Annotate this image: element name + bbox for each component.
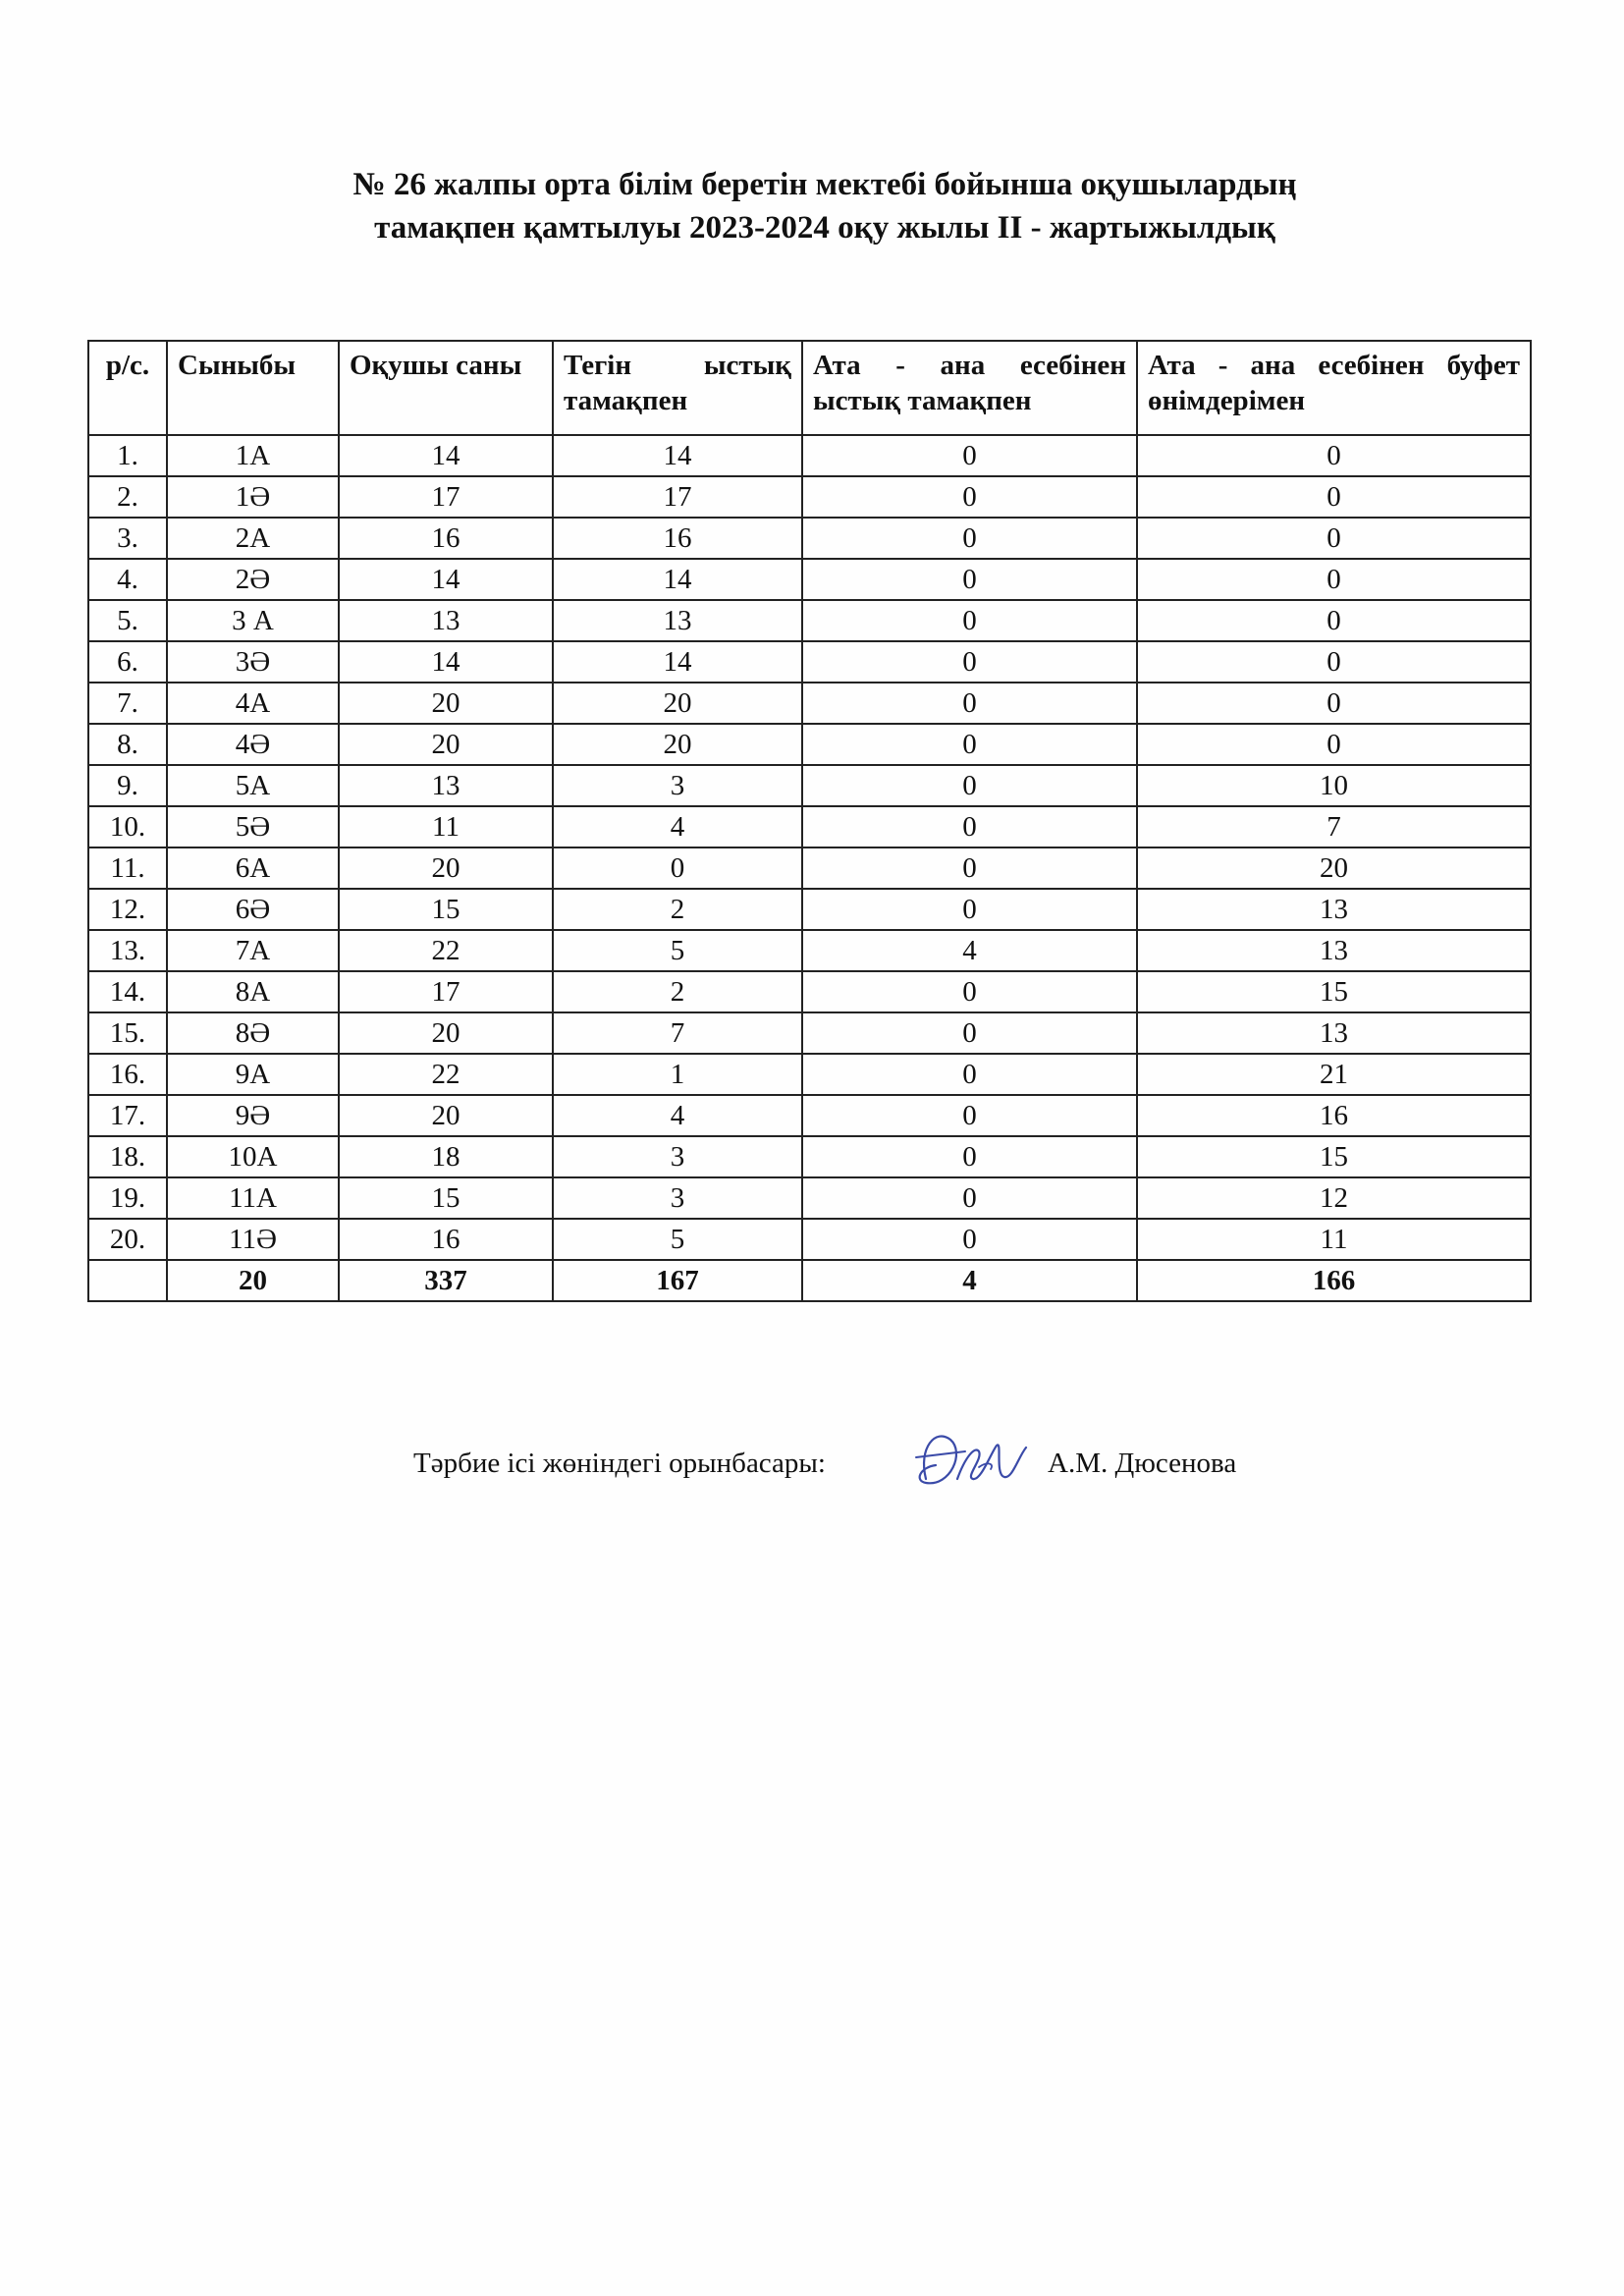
cell-class: 4Ә	[167, 724, 339, 765]
cell-num: 15.	[88, 1012, 167, 1054]
cell-parent-paid-hot-meal: 0	[802, 476, 1137, 518]
cell-free-hot-meal: 2	[553, 889, 802, 930]
cell-num: 6.	[88, 641, 167, 683]
cell-class: 5А	[167, 765, 339, 806]
cell-parent-paid-hot-meal: 0	[802, 641, 1137, 683]
total-cell-free-hot-meal: 167	[553, 1260, 802, 1301]
cell-num: 18.	[88, 1136, 167, 1177]
cell-class: 9Ә	[167, 1095, 339, 1136]
table-row	[88, 1095, 1531, 1136]
cell-parent-paid-hot-meal: 4	[802, 930, 1137, 971]
cell-parent-paid-buffet: 16	[1137, 1095, 1531, 1136]
table-row	[88, 930, 1531, 971]
header-num: р/с.	[88, 341, 167, 435]
cell-free-hot-meal: 3	[553, 765, 802, 806]
cell-class: 11А	[167, 1177, 339, 1219]
cell-parent-paid-hot-meal: 0	[802, 1095, 1137, 1136]
cell-free-hot-meal: 1	[553, 1054, 802, 1095]
cell-parent-paid-buffet: 0	[1137, 600, 1531, 641]
cell-parent-paid-hot-meal: 0	[802, 600, 1137, 641]
cell-free-hot-meal: 4	[553, 806, 802, 847]
table-row	[88, 1012, 1531, 1054]
cell-num: 14.	[88, 971, 167, 1012]
header-parent-paid-buffet: Ата - ана есебінен буфет өнімдерімен	[1137, 341, 1531, 435]
table-row	[88, 889, 1531, 930]
cell-num: 16.	[88, 1054, 167, 1095]
cell-parent-paid-hot-meal: 0	[802, 1136, 1137, 1177]
cell-class: 6Ә	[167, 889, 339, 930]
cell-parent-paid-buffet: 0	[1137, 518, 1531, 559]
cell-student-count: 20	[339, 724, 553, 765]
total-cell-class: 20	[167, 1260, 339, 1301]
cell-free-hot-meal: 14	[553, 641, 802, 683]
cell-parent-paid-hot-meal: 0	[802, 765, 1137, 806]
table-row	[88, 1177, 1531, 1219]
cell-parent-paid-hot-meal: 0	[802, 435, 1137, 476]
cell-parent-paid-hot-meal: 0	[802, 889, 1137, 930]
cell-free-hot-meal: 20	[553, 683, 802, 724]
table-row	[88, 724, 1531, 765]
table-row	[88, 559, 1531, 600]
cell-num: 5.	[88, 600, 167, 641]
cell-num: 13.	[88, 930, 167, 971]
cell-student-count: 20	[339, 1012, 553, 1054]
cell-class: 1А	[167, 435, 339, 476]
signatory-role: Тәрбие ісі жөніндегі орынбасары:	[413, 1448, 826, 1479]
cell-num: 1.	[88, 435, 167, 476]
table-row	[88, 847, 1531, 889]
cell-parent-paid-buffet: 13	[1137, 1012, 1531, 1054]
cell-free-hot-meal: 7	[553, 1012, 802, 1054]
cell-free-hot-meal: 17	[553, 476, 802, 518]
table-row	[88, 1136, 1531, 1177]
signature-block	[413, 1444, 1297, 1503]
cell-num: 10.	[88, 806, 167, 847]
cell-free-hot-meal: 0	[553, 847, 802, 889]
table-header-row	[88, 341, 1531, 435]
cell-parent-paid-hot-meal: 0	[802, 847, 1137, 889]
cell-num: 12.	[88, 889, 167, 930]
cell-parent-paid-buffet: 0	[1137, 724, 1531, 765]
cell-class: 10А	[167, 1136, 339, 1177]
cell-parent-paid-buffet: 0	[1137, 559, 1531, 600]
cell-num: 2.	[88, 476, 167, 518]
cell-parent-paid-hot-meal: 0	[802, 1054, 1137, 1095]
cell-parent-paid-hot-meal: 0	[802, 518, 1137, 559]
cell-num: 9.	[88, 765, 167, 806]
cell-class: 11Ә	[167, 1219, 339, 1260]
total-cell-num	[88, 1260, 167, 1301]
cell-free-hot-meal: 20	[553, 724, 802, 765]
cell-free-hot-meal: 14	[553, 559, 802, 600]
header-class: Сыныбы	[167, 341, 339, 435]
cell-student-count: 17	[339, 971, 553, 1012]
cell-num: 17.	[88, 1095, 167, 1136]
cell-num: 11.	[88, 847, 167, 889]
cell-class: 8Ә	[167, 1012, 339, 1054]
cell-student-count: 22	[339, 1054, 553, 1095]
cell-num: 3.	[88, 518, 167, 559]
cell-student-count: 15	[339, 889, 553, 930]
table-row	[88, 971, 1531, 1012]
cell-student-count: 14	[339, 641, 553, 683]
table-row	[88, 1219, 1531, 1260]
cell-student-count: 15	[339, 1177, 553, 1219]
table-row	[88, 765, 1531, 806]
header-free-hot-meal: Тегін ыстық тамақпен	[553, 341, 802, 435]
table-row	[88, 641, 1531, 683]
cell-class: 4А	[167, 683, 339, 724]
cell-student-count: 13	[339, 765, 553, 806]
title-line-1: № 26 жалпы орта білім беретін мектебі бойынша оқушылардың	[352, 167, 1297, 202]
cell-parent-paid-buffet: 0	[1137, 641, 1531, 683]
cell-student-count: 20	[339, 847, 553, 889]
cell-free-hot-meal: 13	[553, 600, 802, 641]
cell-free-hot-meal: 4	[553, 1095, 802, 1136]
cell-free-hot-meal: 3	[553, 1136, 802, 1177]
cell-class: 6А	[167, 847, 339, 889]
cell-free-hot-meal: 5	[553, 930, 802, 971]
cell-student-count: 13	[339, 600, 553, 641]
header-student-count: Оқушы саны	[339, 341, 553, 435]
cell-class: 1Ә	[167, 476, 339, 518]
cell-parent-paid-hot-meal: 0	[802, 806, 1137, 847]
cell-free-hot-meal: 16	[553, 518, 802, 559]
cell-parent-paid-hot-meal: 0	[802, 1219, 1137, 1260]
cell-parent-paid-buffet: 7	[1137, 806, 1531, 847]
cell-num: 4.	[88, 559, 167, 600]
cell-student-count: 14	[339, 435, 553, 476]
cell-student-count: 16	[339, 518, 553, 559]
cell-parent-paid-buffet: 10	[1137, 765, 1531, 806]
header-parent-paid-hot-meal: Ата - ана есебінен ыстық тамақпен	[802, 341, 1137, 435]
totals-row	[88, 1260, 1531, 1301]
table-row	[88, 600, 1531, 641]
cell-class: 2Ә	[167, 559, 339, 600]
cell-class: 8А	[167, 971, 339, 1012]
signatory-name: А.М. Дюсенова	[1048, 1448, 1237, 1479]
cell-student-count: 22	[339, 930, 553, 971]
cell-parent-paid-hot-meal: 0	[802, 683, 1137, 724]
cell-student-count: 17	[339, 476, 553, 518]
table-row	[88, 518, 1531, 559]
cell-free-hot-meal: 5	[553, 1219, 802, 1260]
cell-class: 5Ә	[167, 806, 339, 847]
cell-parent-paid-buffet: 0	[1137, 476, 1531, 518]
cell-student-count: 20	[339, 683, 553, 724]
cell-parent-paid-buffet: 12	[1137, 1177, 1531, 1219]
total-cell-parent-paid-buffet: 166	[1137, 1260, 1531, 1301]
cell-parent-paid-buffet: 20	[1137, 847, 1531, 889]
title-line-2: тамақпен қамтылуы 2023-2024 оқу жылы II - жартыжылдық	[374, 210, 1275, 246]
cell-parent-paid-hot-meal: 0	[802, 724, 1137, 765]
table-body	[88, 435, 1531, 1301]
cell-parent-paid-buffet: 11	[1137, 1219, 1531, 1260]
cell-num: 20.	[88, 1219, 167, 1260]
table-row	[88, 476, 1531, 518]
table-row	[88, 1054, 1531, 1095]
cell-class: 3Ә	[167, 641, 339, 683]
table-row	[88, 683, 1531, 724]
cell-parent-paid-hot-meal: 0	[802, 1012, 1137, 1054]
cell-parent-paid-buffet: 0	[1137, 683, 1531, 724]
cell-free-hot-meal: 2	[553, 971, 802, 1012]
cell-student-count: 18	[339, 1136, 553, 1177]
cell-class: 3 А	[167, 600, 339, 641]
cell-free-hot-meal: 3	[553, 1177, 802, 1219]
cell-parent-paid-buffet: 15	[1137, 1136, 1531, 1177]
cell-parent-paid-buffet: 21	[1137, 1054, 1531, 1095]
meal-coverage-table	[87, 340, 1532, 1302]
cell-num: 7.	[88, 683, 167, 724]
cell-parent-paid-buffet: 13	[1137, 889, 1531, 930]
total-cell-student-count: 337	[339, 1260, 553, 1301]
handwritten-signature	[896, 1418, 1044, 1506]
document-title	[196, 163, 1453, 249]
total-cell-parent-paid-hot-meal: 4	[802, 1260, 1137, 1301]
cell-class: 2А	[167, 518, 339, 559]
cell-parent-paid-hot-meal: 0	[802, 1177, 1137, 1219]
cell-class: 9А	[167, 1054, 339, 1095]
cell-parent-paid-buffet: 13	[1137, 930, 1531, 971]
cell-free-hot-meal: 14	[553, 435, 802, 476]
cell-parent-paid-buffet: 15	[1137, 971, 1531, 1012]
cell-student-count: 20	[339, 1095, 553, 1136]
cell-num: 19.	[88, 1177, 167, 1219]
cell-student-count: 14	[339, 559, 553, 600]
cell-parent-paid-hot-meal: 0	[802, 971, 1137, 1012]
cell-class: 7А	[167, 930, 339, 971]
table-row	[88, 806, 1531, 847]
cell-parent-paid-buffet: 0	[1137, 435, 1531, 476]
table-row	[88, 435, 1531, 476]
cell-parent-paid-hot-meal: 0	[802, 559, 1137, 600]
cell-student-count: 16	[339, 1219, 553, 1260]
cell-num: 8.	[88, 724, 167, 765]
cell-student-count: 11	[339, 806, 553, 847]
